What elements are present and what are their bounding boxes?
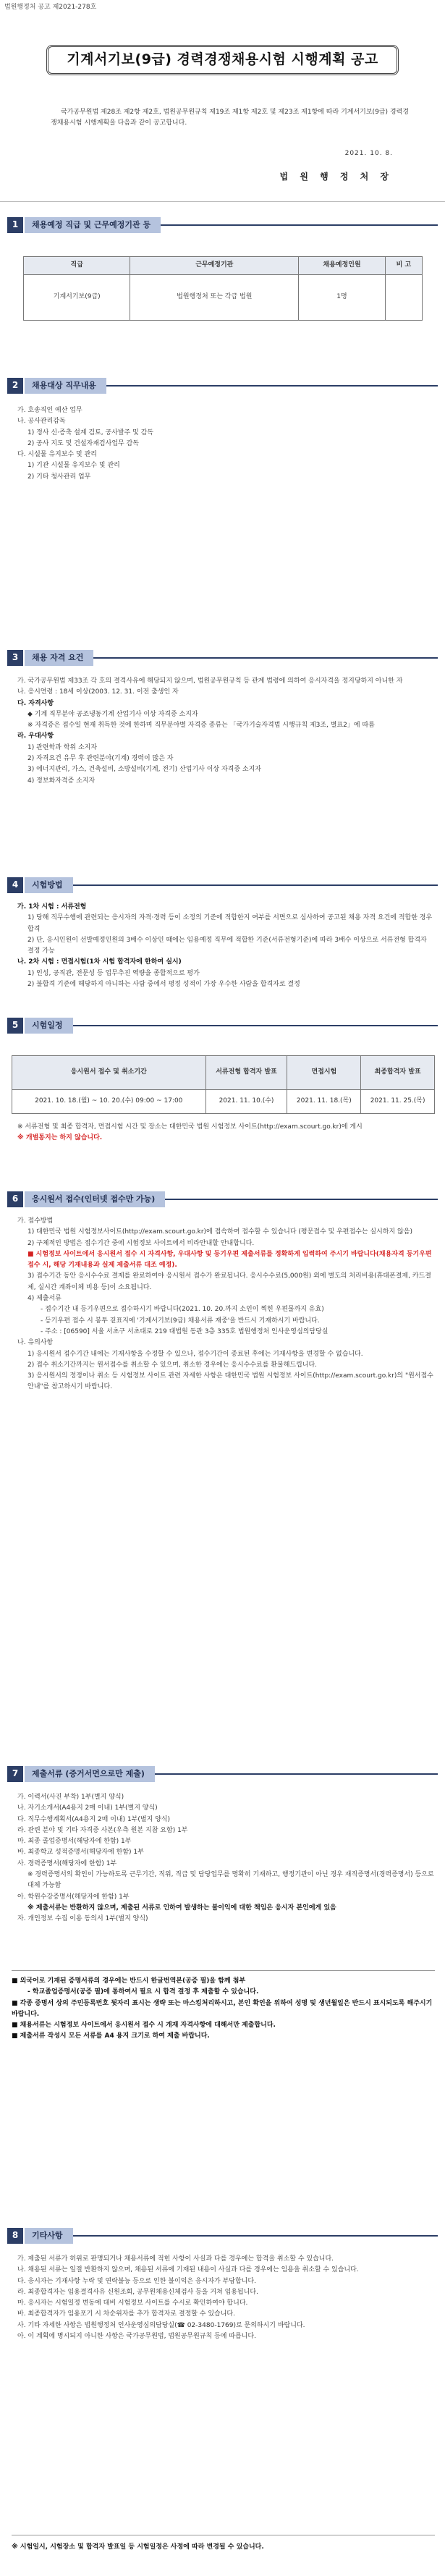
list-item: 나. 유의사항 [17, 1339, 54, 1347]
section-title: 채용대상 직무내용 [25, 378, 106, 394]
section-number: 1 [7, 217, 23, 233]
section-rule [155, 1773, 438, 1775]
table-cell: 법원행정처 또는 각급 법원 [130, 275, 299, 321]
table-cell: 2021. 11. 10.(수) [205, 1090, 287, 1114]
table-cell: 기계서기보(9급) [24, 275, 130, 321]
list-item: 다. 자격사항 [17, 699, 54, 707]
final-note [12, 2542, 435, 2553]
section-number: 7 [7, 1766, 23, 1782]
table-header: 서류전형 합격자 발표 [205, 1056, 287, 1090]
section-3-header [7, 650, 438, 666]
section-5-notes [12, 1122, 435, 1144]
recruitment-table [23, 256, 423, 321]
list-item: 2) 단, 응시인원이 선발예정인원의 3배수 이상인 때에는 임용예정 직무에 적합한 기준(서류전형기준)에 따라 3배수 이상으로 서류전형 합격자 결정 가능 [27, 936, 427, 955]
section-title: 채용예정 직급 및 근무예정기관 등 [25, 217, 161, 233]
list-item: 가. 이력서(사진 부착) 1부(별지 양식) [17, 1794, 124, 1801]
section-title: 응시원서 접수(인터넷 접수만 가능) [25, 1191, 165, 1207]
announcement-date: 2021. 10. 8. [344, 150, 393, 157]
section-rule [73, 884, 438, 886]
list-item: ■ 시험정보 사이트에서 응시원서 접수 시 자격사항, 우대사항 및 등기우편 제출서류를 정확하게 입력하여 주시기 바랍니다(채용자격 등기우편 접수 시, 해당 기재내용과 실제 제출서류 대조 예정). [27, 1250, 432, 1270]
list-item: 다. 직무수행계획서(A4용지 2매 이내) 1부(별지 양식) [17, 1815, 171, 1823]
table-cell [385, 275, 422, 321]
table-header: 직급 [24, 257, 130, 275]
table-header: 응시원서 접수 및 취소기간 [12, 1056, 206, 1090]
note-text: ※ 개별통지는 하지 않습니다. [17, 1134, 103, 1142]
divider [12, 1970, 435, 1971]
list-item: 1) 응시원서 접수기간 내에는 기재사항을 수정할 수 있으나, 접수기간이 종료된 후에는 기재사항을 변경할 수 없습니다. [27, 1350, 363, 1358]
list-item: 1) 관련학과 학위 소지자 [27, 743, 98, 751]
section-7-body [12, 1792, 435, 1925]
page-title: 기계서기보(9급) 경력경쟁채용시험 시행계획 공고 [67, 51, 378, 68]
table-header: 비 고 [385, 257, 422, 275]
list-item: - 등기우편 접수 시 봉투 겉표지에 '기계서기보(9급) 채용서류 재중'을 반드시 기재하시기 바랍니다. [41, 1317, 320, 1325]
section-rule [165, 1199, 438, 1200]
list-item: 라. 최종합격자는 임용결격사유 신원조회, 공무원채용신체검사 등을 거쳐 임용됩니다. [17, 2288, 258, 2296]
section-rule [73, 2235, 438, 2237]
list-item: 나. 자기소개서(A4용지 2매 이내) 1부(별지 양식) [17, 1804, 158, 1812]
agency-signature: 법 원 행 정 처 장 [279, 172, 393, 182]
schedule-table [12, 1055, 435, 1114]
list-item: 2) 구체적인 방법은 접수기간 중에 시험정보 사이트에서 비라안내할 안내합니다. [27, 1239, 255, 1247]
section-title: 채용 자격 요건 [25, 650, 93, 666]
list-item: 다. 시설물 유지보수 및 관리 [17, 451, 97, 459]
list-item: ※ 경력증명서의 확인이 가능하도록 근무기간, 직위, 직급 및 담당업무를 명확히 기재하고, 행정기관이 아닌 경우 재직증명서(경력증명서) 등으로 대체 가능함 [27, 1871, 434, 1890]
section-7-header [7, 1766, 438, 1782]
list-item: 아. 학원수강증명서(해당자에 한함) 1부 [17, 1893, 130, 1901]
list-item: 3) 에너지관리, 가스, 건축설비, 소방설비(기계, 전기) 산업기사 이상 자격증 소지자 [27, 766, 261, 774]
list-item: 1) 정사 신‧증축 설계 검토, 공사발주 및 감독 [27, 428, 154, 436]
table-cell: 2021. 10. 18.(월) ~ 10. 20.(수) 09:00 ~ 17:00 [12, 1090, 206, 1114]
section-8-body [12, 2254, 435, 2342]
section-2-header [7, 378, 438, 394]
note-text: ※ 서류전형 및 최종 합격자, 면접시험 시간 및 장소는 대한민국 법원 시험정보 사이트(http://exam.scourt.go.kr)에 게시 [17, 1123, 363, 1131]
intro-paragraph: 국가공무원법 제28조 제2항 제2호, 법원공무원규칙 제19조 제1항 제2호 및 제23조 제1항에 따라 기계서기보(9급) 경력경쟁채용시험 시행계획을 다음과 같이 공고합니다. [51, 109, 409, 127]
list-item: 1) 인성, 공직관, 전문성 등 업무추진 역량을 종합적으로 평가 [27, 969, 200, 977]
note-text: ■ 외국어로 기재된 증명서류의 경우에는 반드시 한글번역본(공증 필)을 함께 첨부 [12, 1977, 246, 1985]
note-text: ※ 시험일시, 시험장소 및 합격자 발표일 등 시험일정은 사정에 따라 변경될 수 있습니다. [12, 2543, 264, 2551]
table-header: 최종합격자 발표 [361, 1056, 435, 1090]
table-header: 채용예정인원 [299, 257, 386, 275]
list-item: 사. 기타 자세한 사항은 법원행정처 인사운영심의담당실(☎ 02-3480-1769)로 문의하시기 바랍니다. [17, 2321, 305, 2329]
notice-number: 법원행정처 공고 제2021-278호 [4, 4, 97, 11]
list-item: 가. 접수방법 [17, 1217, 54, 1225]
title-box [46, 45, 399, 75]
list-item: 가. 제출된 서류가 허위로 판명되거나 채용서류에 적힌 사항이 사실과 다를 경우에는 합격을 취소할 수 있습니다. [17, 2255, 334, 2263]
list-item: 라. 관련 분야 및 기타 자격증 사본(우측 원본 지참 요함) 1부 [17, 1826, 188, 1834]
section-7-notes [12, 1976, 435, 2043]
list-item: ◆ 기계 직무분야 공조냉동기계 산업기사 이상 자격증 소지자 [27, 710, 198, 718]
section-4-header [7, 877, 438, 893]
note-text: ■ 각종 증명서 상의 주민등록번호 뒷자리 표시는 생략 또는 마스킹처리하시고, 본인 확인을 위하여 성명 및 생년월일은 반드시 표시되도록 해주시기 바랍니다. [12, 1999, 433, 2018]
list-item: 나. 공사관리감독 [17, 418, 66, 426]
list-item: 나. 채용된 서류는 일절 반환하지 않으며, 채용된 서류에 기재된 내용이 사실과 다를 경우에는 임용을 취소할 수 있습니다. [17, 2266, 359, 2274]
section-6-header [7, 1191, 438, 1207]
list-item: 1) 대한민국 법원 시험정보사이트(http://exam.scourt.go.kr)에 접속하여 접수할 수 있습니다 (평문접수 및 우편접수는 실시하지 않음) [27, 1228, 412, 1236]
section-title: 시험방법 [25, 877, 73, 893]
list-item: - 주소 : [06590] 서울 서초구 서초대로 219 대법원 동관 3층 335호 법원행정처 인사운영심의담당실 [41, 1327, 329, 1335]
list-item: - 접수기간 내 등기우편으로 접수하시기 바랍니다(2021. 10. 20.까지 소인이 찍힌 우편물까지 유효) [41, 1306, 324, 1314]
table-row [24, 275, 423, 321]
section-rule [106, 385, 438, 387]
list-item: 자. 개인정보 수집 이용 동의서 1부(별지 양식) [17, 1915, 148, 1923]
divider [0, 201, 445, 202]
section-number: 4 [7, 877, 23, 893]
note-text: ■ 제출서류 작성시 모든 서류를 A4 용지 크기로 하여 제출 바랍니다. [12, 2032, 210, 2040]
list-item: 가. 1차 시험 : 서류전형 [17, 903, 87, 911]
section-number: 5 [7, 1018, 23, 1034]
table-header: 근무예정기관 [130, 257, 299, 275]
list-item: ※ 제출서류는 반환하지 않으며, 제출된 서류로 인하여 발생하는 불이익에 대한 책임은 응시자 본인에게 있음 [27, 1904, 336, 1912]
section-5-header [7, 1018, 438, 1034]
section-number: 2 [7, 378, 23, 394]
section-title: 시험일정 [25, 1018, 73, 1034]
section-number: 8 [7, 2228, 23, 2244]
section-title: 제출서류 (증거서면으로만 제출) [25, 1766, 155, 1782]
list-item: 나. 응시연령 : 18세 이상(2003. 12. 31. 이전 출생인 자 [17, 688, 179, 696]
list-item: 라. 우대사항 [17, 732, 54, 740]
list-item: 3) 응시원서의 정정이나 취소 등 시험정보 사이트 관련 자세한 사항은 대한민국 법원 시험정보 사이트(http://exam.scourt.go.kr)의 "원서접수안내"를 참고하시기 바랍니다. [27, 1372, 433, 1391]
table-header: 면접시험 [287, 1056, 361, 1090]
list-item: 2) 접수 취소기간까지는 원서접수를 취소할 수 있으며, 취소한 경우에는 응시수수료를 환불해드립니다. [27, 1361, 318, 1369]
section-rule [73, 1025, 438, 1026]
section-rule [93, 657, 438, 659]
list-item: 1) 당해 직무수행에 관련되는 응시자의 자격‧경력 등이 소정의 기준에 적합한지 여부를 서면으로 심사하여 공고된 채용 자격 요건에 적합한 경우 합격 [27, 914, 433, 933]
section-number: 3 [7, 650, 23, 666]
list-item: 바. 최종학교 성적증명서(해당자에 한함) 1부 [17, 1849, 144, 1857]
section-rule [161, 224, 438, 226]
list-item: 4) 제출서류 [27, 1295, 62, 1303]
table-cell: 1명 [299, 275, 386, 321]
section-3-body [12, 676, 435, 787]
list-item: 2) 자격요건 유무 후 관련분야(기계) 경력이 많은 자 [27, 755, 174, 763]
list-item: 3) 접수기간 동안 응시수수료 결제를 완료하여야 응시원서 접수가 완료됩니다. 응시수수료(5,000원) 외에 별도의 처리비용(휴대폰결제, 카드결제, 실시간 계좌이체 비용 등)이 소요됩니다. [27, 1272, 431, 1291]
section-4-body [12, 902, 435, 990]
list-item: 2) 불합격 기준에 해당하지 아니하는 사람 중에서 평정 성적이 가장 우수한 사람을 합격자로 결정 [27, 981, 300, 989]
list-item: 가. 호송직인 예산 업무 [17, 407, 82, 414]
list-item: 2) 기타 청사관리 업무 [27, 473, 91, 481]
note-text: - 학교졸업증명서(공증 필)에 통하여서 필요 시 합격 결정 후 제출할 수 있습니다. [27, 1988, 259, 1996]
section-1-header [7, 217, 438, 233]
table-cell: 2021. 11. 18.(목) [287, 1090, 361, 1114]
list-item: 2) 공사 지도 및 건설자재검사업무 감독 [27, 439, 139, 447]
table-cell: 2021. 11. 25.(목) [361, 1090, 435, 1114]
list-item: 아. 이 계획에 명시되지 아니한 사항은 국가공무원법, 법원공무원규칙 등에 따릅니다. [17, 2333, 256, 2341]
section-6-body [12, 1216, 435, 1393]
list-item: 마. 응시자는 시험일정 변동에 대비 시험정보 사이트를 수시로 확인하여야 합니다. [17, 2300, 248, 2307]
list-item: 다. 응시자는 기재사항 누락 및 연락불능 등으로 인한 불이익은 응시자가 부담합니다. [17, 2277, 256, 2285]
table-row [12, 1090, 435, 1114]
section-2-body [12, 405, 435, 483]
section-title: 기타사항 [25, 2228, 73, 2244]
note-text: ■ 채용서류는 시험정보 사이트에서 응시원서 접수 시 개재 자격사항에 대해서만 제출합니다. [12, 2022, 276, 2030]
list-item: 1) 기관 시설물 유지보수 및 관리 [27, 462, 120, 470]
section-8-header [7, 2228, 438, 2244]
list-item: 나. 2차 시험 : 면접시험(1차 시험 합격자에 한하여 실시) [17, 958, 182, 966]
section-number: 6 [7, 1191, 23, 1207]
list-item: 4) 정보화자격증 소지자 [27, 777, 96, 785]
list-item: 가. 국가공무원법 제33조 각 호의 결격사유에 해당되지 않으며, 법원공무원규칙 등 관계 법령에 의하여 응시자격을 정지당하지 아니한 자 [17, 677, 403, 685]
list-item: 마. 최종 졸업증명서(해당자에 한함) 1부 [17, 1838, 132, 1846]
list-item: 사. 경력증명서(해당자에 한함) 1부 [17, 1859, 117, 1867]
list-item: ※ 자격증은 접수일 현재 취득한 것에 한하며 직무분야별 자격증 종류는 「국가기술자격법 시행규칙 제3조, 별표2」에 따름 [27, 722, 375, 730]
list-item: 바. 최종합격자가 임용포기 시 차순위자를 추가 합격자로 결정할 수 있습니다. [17, 2310, 235, 2318]
